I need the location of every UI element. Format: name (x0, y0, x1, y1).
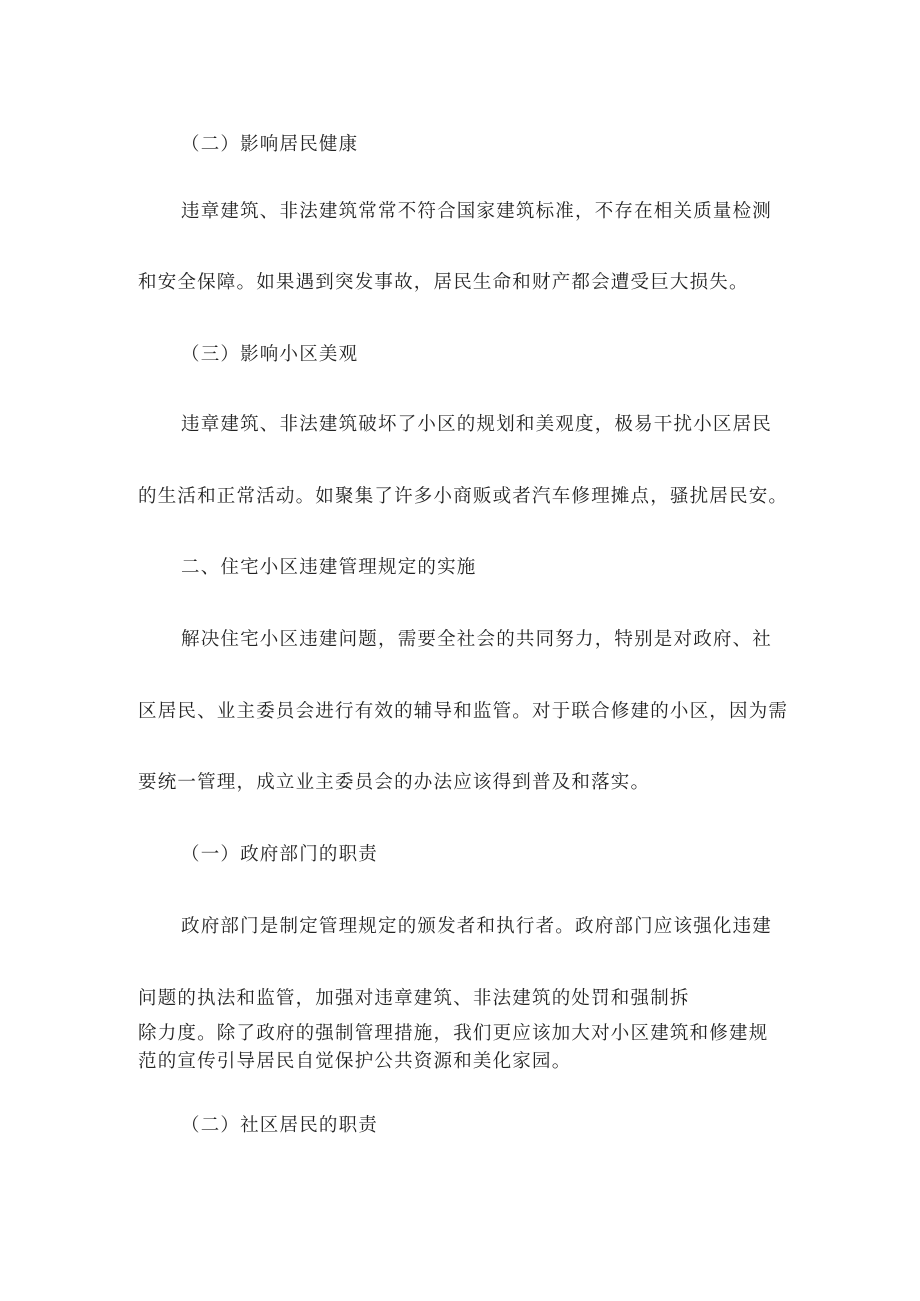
heading-impact-beauty: （三）影响小区美观 (181, 344, 359, 365)
paragraph-health-line-1: 违章建筑、非法建筑常常不符合国家建筑标准，不存在相关质量检测 (181, 201, 773, 222)
paragraph-gov-line-1: 政府部门是制定管理规定的颁发者和执行者。政府部门应该强化违建 (181, 916, 773, 937)
paragraph-beauty-line-1: 违章建筑、非法建筑破坏了小区的规划和美观度，极易干扰小区居民 (181, 414, 773, 435)
heading-residents-duty: （二）社区居民的职责 (181, 1115, 379, 1136)
paragraph-impl-line-1: 解决住宅小区违建问题，需要全社会的共同努力，特别是对政府、社 (181, 629, 773, 650)
paragraph-gov-line-4: 范的宣传引导居民自觉保护公共资源和美化家园。 (138, 1051, 572, 1072)
section-two-title: 二、住宅小区违建管理规定的实施 (181, 557, 477, 578)
heading-impact-health: （二）影响居民健康 (181, 134, 359, 155)
paragraph-beauty-line-2: 的生活和正常活动。如聚集了许多小商贩或者汽车修理摊点，骚扰居民安。 (138, 486, 789, 507)
heading-government-duty: （一）政府部门的职责 (181, 844, 379, 865)
paragraph-impl-line-3: 要统一管理，成立业主委员会的办法应该得到普及和落实。 (138, 772, 651, 793)
paragraph-health-line-2: 和安全保障。如果遇到突发事故，居民生命和财产都会遭受巨大损失。 (138, 272, 749, 293)
paragraph-impl-line-2: 区居民、业主委员会进行有效的辅导和监管。对于联合修建的小区，因为需 (138, 701, 789, 722)
paragraph-gov-line-2: 问题的执法和监管，加强对违章建筑、非法建筑的处罚和强制拆 (138, 988, 690, 1009)
paragraph-gov-line-3: 除力度。除了政府的强制管理措施，我们更应该加大对小区建筑和修建规 (138, 1023, 769, 1044)
